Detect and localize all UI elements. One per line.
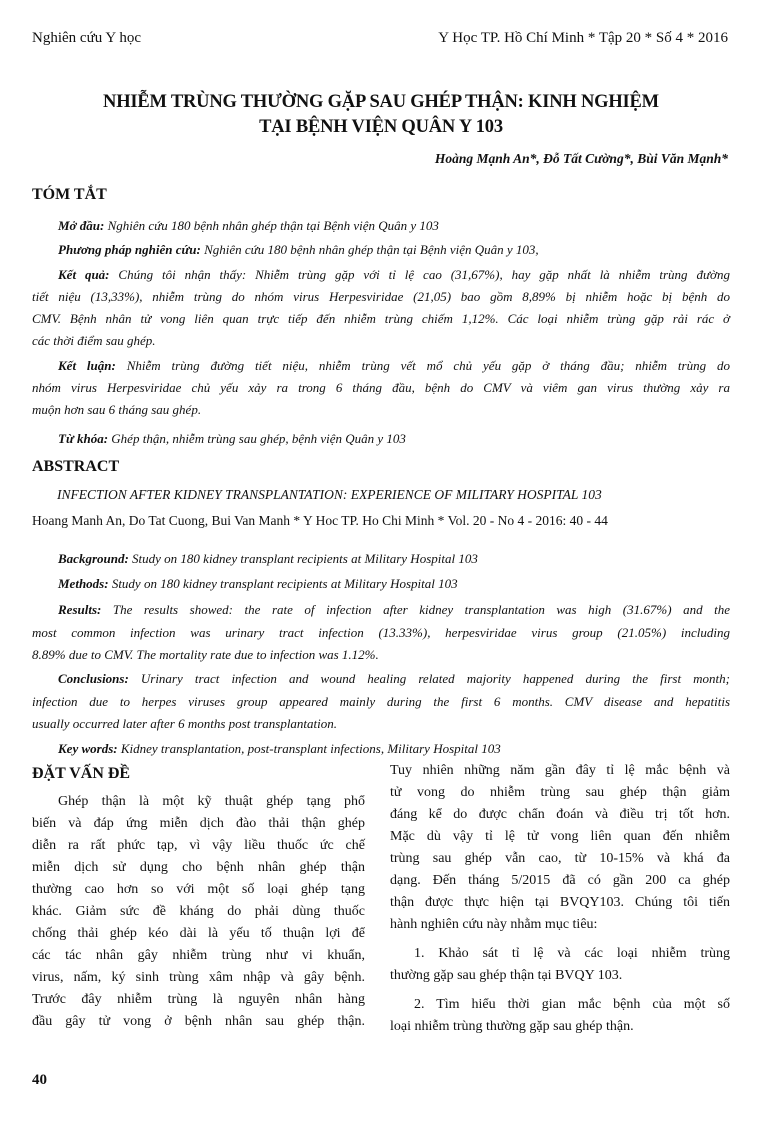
abstract-paragraph-line <box>58 741 730 757</box>
tomtat-paragraph-line <box>32 289 730 305</box>
intro-left-line <box>32 1014 365 1030</box>
line-text: loại nhiễm trùng thường gặp sau ghép thận. <box>390 1019 634 1034</box>
intro-right-line <box>390 895 730 911</box>
tomtat-paragraph-line <box>32 333 730 349</box>
intro-left-line <box>32 860 365 876</box>
intro-left-line <box>32 838 365 854</box>
line-text: đầu gây tử vong ở bệnh nhân sau ghép thận. <box>32 1014 365 1029</box>
intro-right-line <box>390 763 730 779</box>
line-text: trùng sau ghép vẫn cao, từ 10-15% và khá đa <box>390 851 730 866</box>
line-text: diễn ra rất phức tạp, vì vậy liều thuốc ức chế <box>32 838 365 853</box>
line-text: The results showed: the rate of infection after kidney transplantation was high (31.67%) and the <box>101 602 730 617</box>
paragraph-label: Kết luận: <box>58 358 116 373</box>
article-title-line-2: TẠI BỆNH VIỆN QUÂN Y 103 <box>259 117 503 137</box>
line-text: infection due to herpes viruses group appeared mainly during the first 6 months. CMV disease and hepatitis <box>32 693 730 709</box>
abstract-paragraph-line <box>32 716 730 732</box>
intro-left-line <box>32 970 365 986</box>
running-header-right: Y Học TP. Hồ Chí Minh * Tập 20 * Số 4 * 2016 <box>438 30 728 46</box>
intro-heading: ĐẶT VẤN ĐỀ <box>32 765 131 782</box>
line-text: thường gặp sau ghép thận tại BVQY 103. <box>390 968 623 983</box>
tomtat-heading: TÓM TẮT <box>32 186 107 203</box>
paragraph-label: Background: <box>58 551 129 566</box>
line-text: Nghiên cứu 180 bệnh nhân ghép thận tại Bệnh viện Quân y 103 <box>104 218 439 233</box>
intro-left-line <box>32 882 365 898</box>
abstract-paragraph-line <box>32 694 730 710</box>
tomtat-paragraph-line <box>32 380 730 396</box>
line-text: Trước đây nhiễm trùng là nguyên nhân hàng <box>32 992 365 1007</box>
objective-line <box>414 997 730 1013</box>
line-text: nhóm virus Herpesviridae chủ yếu xảy ra trong 6 tháng đầu, bệnh do CMV và viêm gan virus thường xảy ra <box>32 380 730 395</box>
intro-right-line <box>390 829 730 845</box>
authors: Hoàng Mạnh An*, Đỗ Tất Cường*, Bùi Văn Mạnh* <box>434 151 728 166</box>
intro-left-line <box>58 794 365 810</box>
line-text: các tác nhân gây nhiễm trùng như vi khuẩn, <box>32 948 365 963</box>
objective-line <box>414 946 730 962</box>
tomtat-paragraph-line <box>58 218 730 234</box>
line-text: Kidney transplantation, post-transplant infections, Military Hospital 103 <box>117 741 501 756</box>
paragraph-label: Kết quả: <box>58 267 110 282</box>
line-text: 8.89% due to CMV. The mortality rate due to infection was 1.12%. <box>32 647 379 662</box>
paragraph-label: Methods: <box>58 576 109 591</box>
line-text: các thời điểm sau ghép. <box>32 333 156 348</box>
line-text: Ghép thận là một kỹ thuật ghép tạng phổ <box>58 794 365 809</box>
line-text: khác. Giảm sức đề kháng do phải dùng thuốc <box>32 904 365 919</box>
intro-right-line <box>390 917 730 933</box>
line-text: Urinary tract infection and wound healing related majority happened during the first month; <box>128 671 730 686</box>
intro-left-line <box>32 992 365 1008</box>
intro-left-line <box>32 948 365 964</box>
abstract-paragraph-line <box>32 647 730 663</box>
tomtat-paragraph-line <box>32 402 730 418</box>
tomtat-paragraph-line <box>32 311 730 327</box>
paragraph-label: Mở đầu: <box>58 218 105 233</box>
line-text: thường cao hơn so với một số loại ghép tạng <box>32 882 365 897</box>
abstract-paragraph-line <box>58 671 730 687</box>
abstract-citation: Hoang Manh An, Do Tat Cuong, Bui Van Manh * Y Hoc TP. Ho Chi Minh * Vol. 20 - No 4 - 2016: 40 - 44 <box>32 513 608 528</box>
intro-left-line <box>32 904 365 920</box>
paragraph-label: Conclusions: <box>58 671 129 686</box>
intro-right-line <box>390 785 730 801</box>
line-text: virus, nấm, ký sinh trùng xâm nhập và gây bệnh. <box>32 970 365 985</box>
abstract-heading: ABSTRACT <box>32 458 120 475</box>
line-text: most common infection was urinary tract infection (13.33%), herpesviridae virus group (21.05%) including <box>32 624 730 640</box>
abstract-paragraph-line <box>32 625 730 641</box>
line-text: tử vong do nhiễm trùng sau ghép thận giảm <box>390 785 730 800</box>
line-text: CMV. Bệnh nhân tử vong liên quan trực tiếp đến nhiễm trùng chiếm 1,12%. Các loại nhiễm trùng gặp rải rác ở <box>32 311 730 326</box>
intro-right-line <box>390 873 730 889</box>
paragraph-label: Results: <box>58 602 102 617</box>
line-text: 2. Tìm hiểu thời gian mắc bệnh của một số <box>414 997 730 1012</box>
line-text: dạng. Đến tháng 5/2015 đã có gần 200 ca ghép <box>390 873 730 888</box>
objective-line <box>390 1019 730 1035</box>
intro-left-line <box>32 816 365 832</box>
line-text: tiết niệu (13,33%), nhiễm trùng do nhóm virus Herpesviridae (21,05) bao gồm 8,89% bị nhiễm hoặc bị bệnh do <box>32 289 730 304</box>
line-text: Chúng tôi nhận thấy: Nhiễm trùng gặp với tỉ lệ cao (31,67%), hay gặp nhất là nhiễm trùng đường <box>109 267 730 282</box>
paragraph-label: Key words: <box>58 741 118 756</box>
page-number: 40 <box>32 1072 47 1088</box>
tomtat-paragraph-line <box>58 358 730 374</box>
intro-right-line <box>390 807 730 823</box>
line-text: miễn dịch sử dụng cho bệnh nhân ghép thận <box>32 860 365 875</box>
line-text: Ghép thận, nhiễm trùng sau ghép, bệnh viện Quân y 103 <box>108 431 406 446</box>
abstract-paragraph-line <box>58 551 730 567</box>
article-title-line-1: NHIỄM TRÙNG THƯỜNG GẶP SAU GHÉP THẬN: KINH NGHIỆM <box>103 92 659 112</box>
line-text: Study on 180 kidney transplant recipients at Military Hospital 103 <box>108 576 458 591</box>
line-text: 1. Khảo sát tỉ lệ và các loại nhiễm trùng <box>414 946 730 961</box>
tomtat-paragraph-line <box>58 431 730 447</box>
line-text: muộn hơn sau 6 tháng sau ghép. <box>32 402 202 417</box>
line-text: usually occurred later after 6 months post transplantation. <box>32 716 338 731</box>
paragraph-label: Phương pháp nghiên cứu: <box>58 242 201 257</box>
line-text: Study on 180 kidney transplant recipients at Military Hospital 103 <box>128 551 478 566</box>
objective-line <box>390 968 730 984</box>
line-text: hành nghiên cứu này nhằm mục tiêu: <box>390 917 598 932</box>
abstract-paragraph-line <box>58 576 730 592</box>
line-text: Nhiễm trùng đường tiết niệu, nhiễm trùng vết mổ chủ yếu gặp ở tháng đầu; nhiễm trùng do <box>115 358 730 373</box>
abstract-title: INFECTION AFTER KIDNEY TRANSPLANTATION: EXPERIENCE OF MILITARY HOSPITAL 103 <box>57 487 602 502</box>
tomtat-paragraph-line <box>58 242 730 258</box>
line-text: Mặc dù vậy tỉ lệ tử vong liên quan đến nhiễm <box>390 829 730 844</box>
tomtat-paragraph-line <box>58 267 730 283</box>
abstract-paragraph-line <box>58 602 730 618</box>
line-text: Tuy nhiên những năm gần đây tỉ lệ mắc bệnh và <box>390 763 730 778</box>
line-text: đáng kể do được chẩn đoán và điều trị tốt hơn. <box>390 807 730 822</box>
intro-right-line <box>390 851 730 867</box>
running-header-left: Nghiên cứu Y học <box>32 30 142 46</box>
line-text: thận được thực hiện tại BVQY103. Chúng tôi tiến <box>390 895 730 910</box>
line-text: biến và đáp ứng miễn dịch đào thải thận ghép <box>32 816 365 831</box>
paragraph-label: Từ khóa: <box>58 431 109 446</box>
line-text: chống thải ghép kéo dài là yếu tố thuận lợi để <box>32 926 365 941</box>
intro-left-line <box>32 926 365 942</box>
line-text: Nghiên cứu 180 bệnh nhân ghép thận tại Bệnh viện Quân y 103, <box>200 242 539 257</box>
